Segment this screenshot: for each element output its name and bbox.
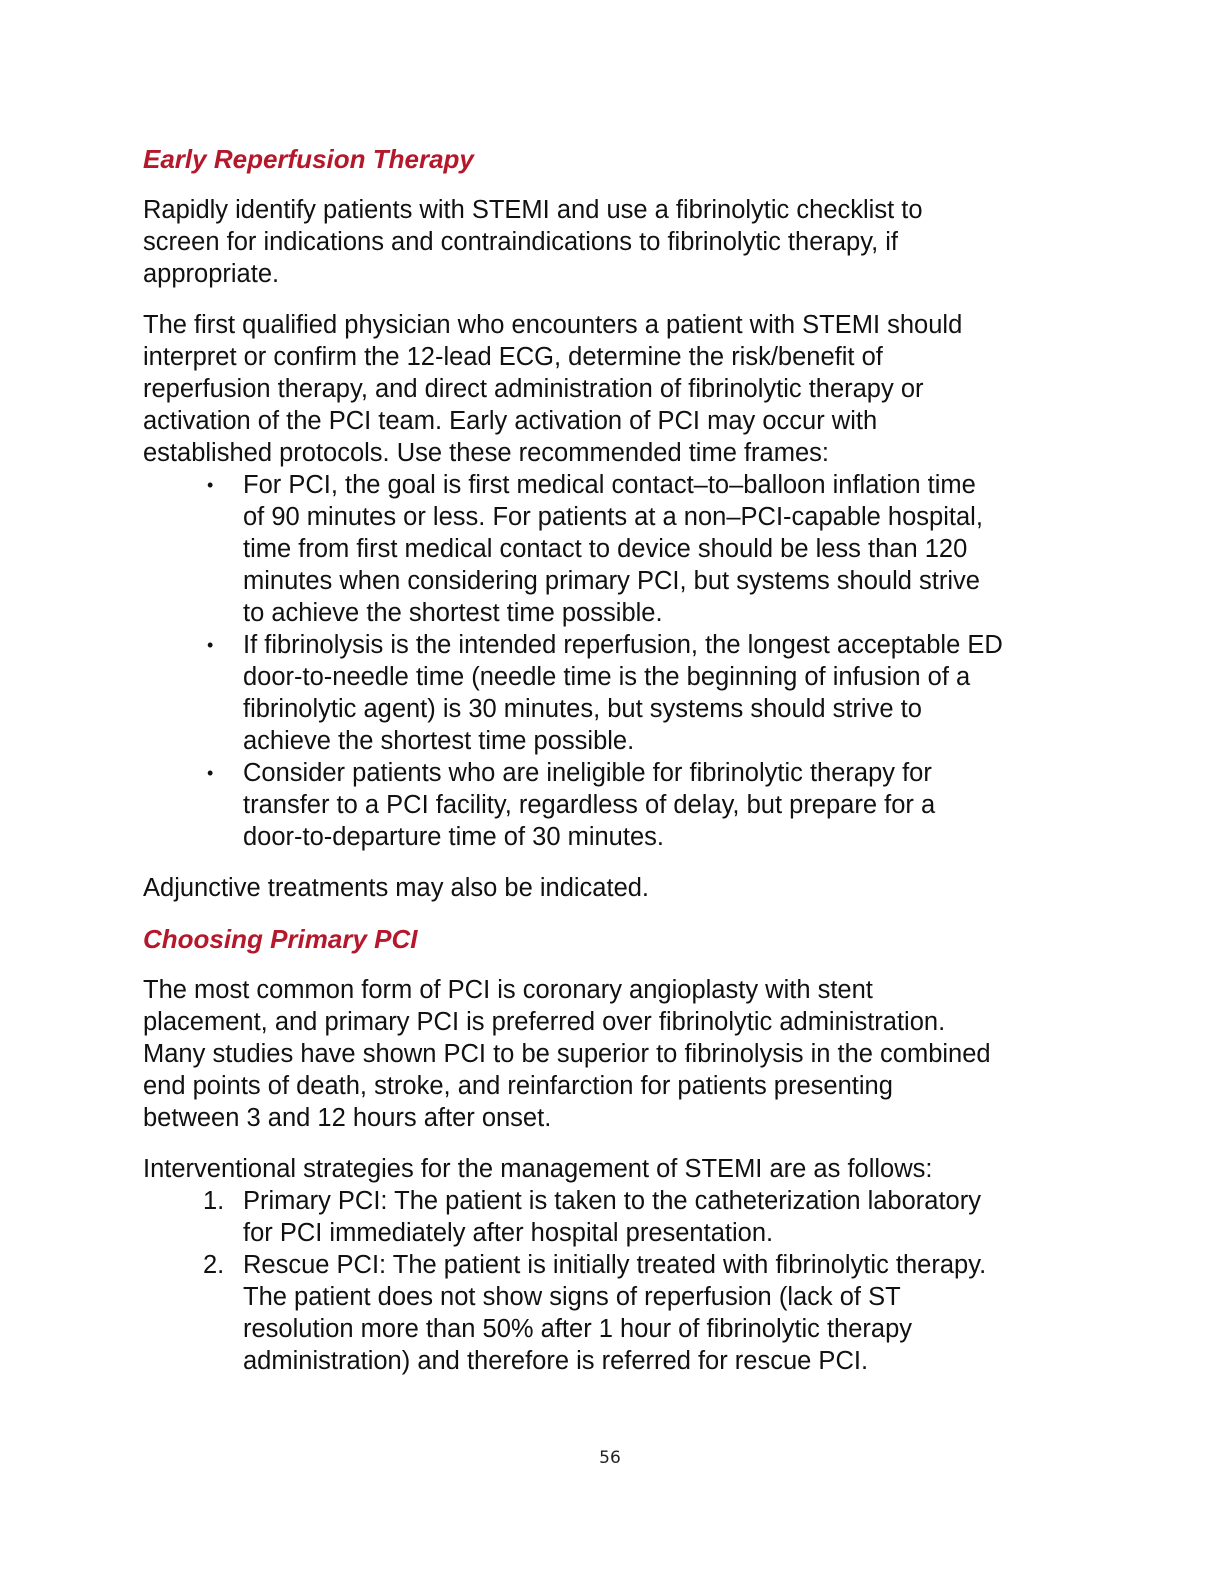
text-line: achieve the shortest time possible. xyxy=(243,727,635,755)
page-number: 56 xyxy=(599,1448,621,1468)
text-line: Adjunctive treatments may also be indicated. xyxy=(143,874,650,902)
list-item xyxy=(143,1249,1103,1377)
paragraph xyxy=(143,194,1103,290)
text-line: door-to-needle time (needle time is the beginning of infusion of a xyxy=(243,663,971,691)
bullet-list xyxy=(143,469,1103,853)
text-line: For PCI, the goal is first medical contact–to–balloon inflation time xyxy=(243,471,976,499)
text-line: reperfusion therapy, and direct administration of fibrinolytic therapy or xyxy=(143,375,924,403)
text-line: The patient does not show signs of reperfusion (lack of ST xyxy=(243,1283,901,1311)
text-line: end points of death, stroke, and reinfarction for patients presenting xyxy=(143,1072,893,1100)
document-page xyxy=(143,143,1103,1396)
text-line: fibrinolytic agent) is 30 minutes, but systems should strive to xyxy=(243,695,922,723)
section-heading: Early Reperfusion Therapy xyxy=(143,144,474,174)
bullet-icon: • xyxy=(207,635,214,655)
text-line: door-to-departure time of 30 minutes. xyxy=(243,823,664,851)
text-line: activation of the PCI team. Early activation of PCI may occur with xyxy=(143,407,878,435)
text-line: administration) and therefore is referred for rescue PCI. xyxy=(243,1347,869,1375)
list-item xyxy=(143,469,1103,629)
text-line: Rapidly identify patients with STEMI and use a fibrinolytic checklist to xyxy=(143,196,923,224)
text-line: Rescue PCI: The patient is initially treated with fibrinolytic therapy. xyxy=(243,1251,987,1279)
list-item xyxy=(143,1185,1103,1249)
paragraph xyxy=(143,1153,1103,1185)
list-item xyxy=(143,757,1103,853)
paragraph xyxy=(143,974,1103,1134)
text-line: The first qualified physician who encounters a patient with STEMI should xyxy=(143,311,963,339)
text-line: interpret or confirm the 12-lead ECG, determine the risk/benefit of xyxy=(143,343,883,371)
text-line: between 3 and 12 hours after onset. xyxy=(143,1104,552,1132)
text-line: for PCI immediately after hospital presentation. xyxy=(243,1219,774,1247)
bullet-icon: • xyxy=(207,763,214,783)
text-line: time from first medical contact to device should be less than 120 xyxy=(243,535,968,563)
text-line: The most common form of PCI is coronary angioplasty with stent xyxy=(143,976,873,1004)
list-number: 2. xyxy=(203,1251,225,1279)
text-line: minutes when considering primary PCI, but systems should strive xyxy=(243,567,980,595)
text-line: Consider patients who are ineligible for fibrinolytic therapy for xyxy=(243,759,932,787)
text-line: of 90 minutes or less. For patients at a non–PCI-capable hospital, xyxy=(243,503,983,531)
paragraph xyxy=(143,872,1103,904)
paragraph xyxy=(143,309,1103,469)
numbered-list xyxy=(143,1185,1103,1377)
list-number: 1. xyxy=(203,1187,225,1215)
text-line: transfer to a PCI facility, regardless of delay, but prepare for a xyxy=(243,791,936,819)
list-item xyxy=(143,629,1103,757)
text-line: to achieve the shortest time possible. xyxy=(243,599,663,627)
text-line: established protocols. Use these recommended time frames: xyxy=(143,439,829,467)
text-line: placement, and primary PCI is preferred over fibrinolytic administration. xyxy=(143,1008,946,1036)
text-line: screen for indications and contraindications to fibrinolytic therapy, if xyxy=(143,228,899,256)
section-heading: Choosing Primary PCI xyxy=(143,924,418,954)
text-line: appropriate. xyxy=(143,260,280,288)
text-line: Primary PCI: The patient is taken to the catheterization laboratory xyxy=(243,1187,981,1215)
bullet-icon: • xyxy=(207,475,214,495)
text-line: resolution more than 50% after 1 hour of fibrinolytic therapy xyxy=(243,1315,913,1343)
text-line: Many studies have shown PCI to be superior to fibrinolysis in the combined xyxy=(143,1040,991,1068)
text-line: If fibrinolysis is the intended reperfusion, the longest acceptable ED xyxy=(243,631,1003,659)
text-line: Interventional strategies for the management of STEMI are as follows: xyxy=(143,1155,933,1183)
